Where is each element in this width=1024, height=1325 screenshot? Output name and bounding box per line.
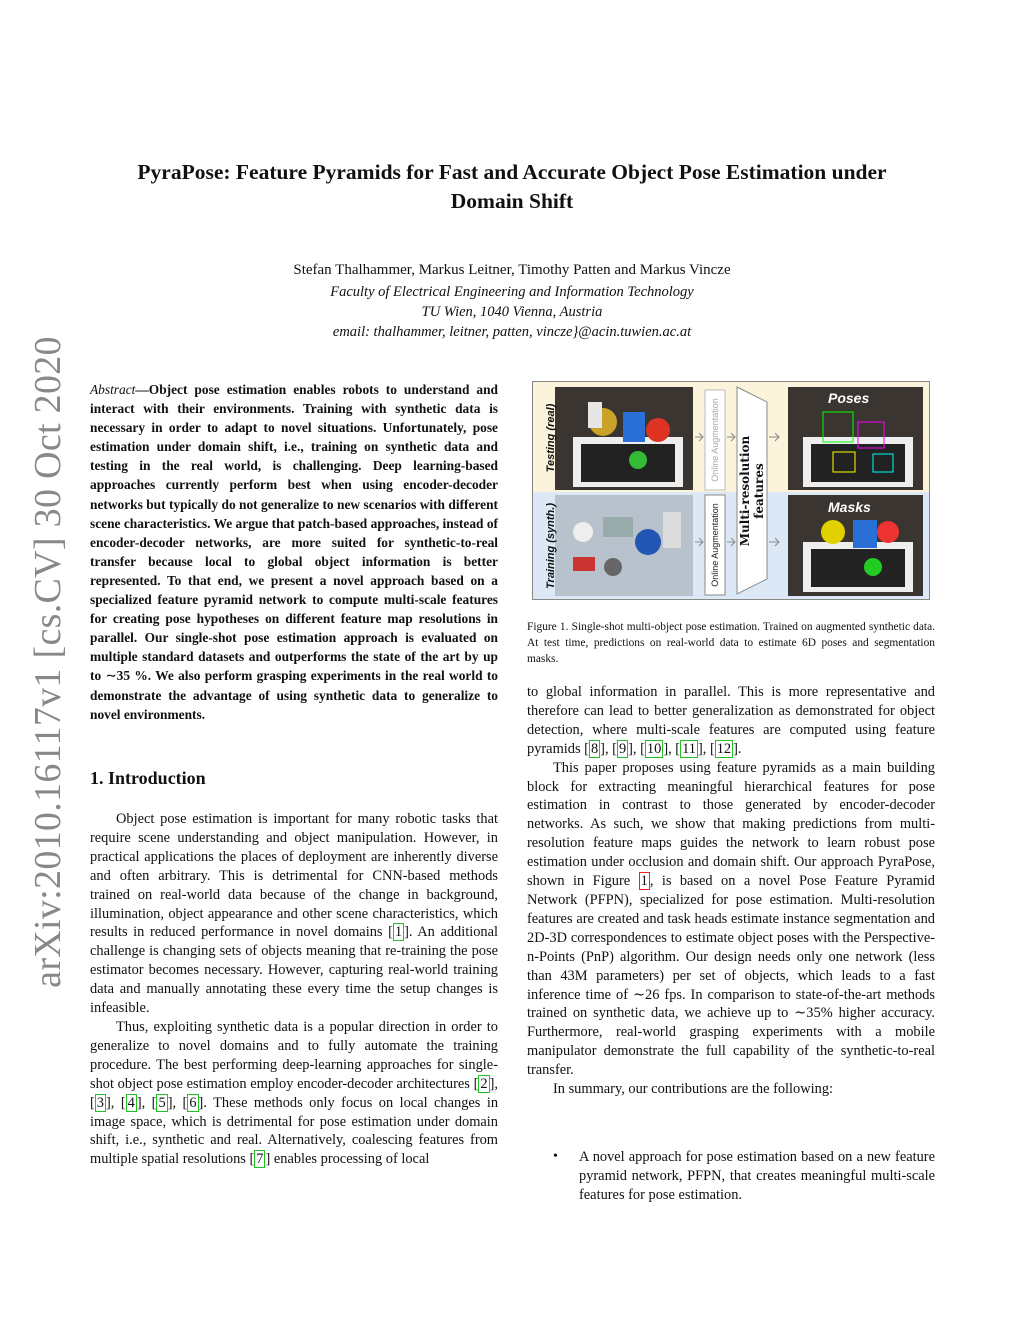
bullet-marker: • <box>553 1149 558 1164</box>
citation-link[interactable]: 5 <box>158 1094 166 1111</box>
abstract-label: Abstract <box>90 382 136 397</box>
citation-link[interactable]: 12 <box>716 740 732 757</box>
citation-link[interactable]: 6 <box>189 1094 197 1111</box>
figure-1 <box>532 381 930 600</box>
label-testing-real: Testing (real) <box>545 403 557 473</box>
affiliation-university: TU Wien, 1040 Vienna, Austria <box>421 304 603 320</box>
citation-link[interactable]: 11 <box>682 740 696 757</box>
label-training-synth: Training (synth.) <box>545 502 557 589</box>
figure-1-caption: Figure 1. Single-shot multi-object pose estimation. Trained on augmented synthetic data. At test time, predictions on real-world data to estimate 6D poses and segmentation masks. <box>527 621 935 665</box>
author-list: Stefan Thalhammer, Markus Leitner, Timothy Patten and Markus Vincze <box>293 262 731 278</box>
section-heading-introduction: 1. Introduction <box>90 768 206 788</box>
citation-link[interactable]: 3 <box>96 1094 104 1111</box>
online-augmentation-bottom: Online Augmentation <box>710 503 720 587</box>
figure-1-diagram <box>533 382 929 599</box>
paragraph: In summary, our contributions are the following: <box>553 1081 834 1098</box>
left-column-body <box>90 810 498 1169</box>
right-column-body <box>527 683 935 1099</box>
online-augmentation-top: Online Augmentation <box>710 398 720 482</box>
paper-title: PyraPose: Feature Pyramids for Fast and Accurate Object Pose Estimation under Domain Shift <box>137 160 887 213</box>
citation-link[interactable]: 9 <box>618 740 627 757</box>
poses-label: Poses <box>828 390 870 406</box>
arxiv-sidebar-stamp <box>18 336 78 988</box>
paragraph: This paper proposes using feature pyramids as a main building block for extracting meaningful hierarchical features for pose estimation in contrast to those generated by encoder-decoder networks. As such, we show that making predictions from multi-resolution feature maps guides the network to learn robust pose estimation under occlusion and domain shift. Our approach PyraPose, shown in Figure 1 , is based on a novel Pose Feature Pyramid Network (PFPN), specialized for pose estimation. Multi-resolution features are created and task heads estimate instance segmentation and 2D-3D correspondences to estimate object poses with the Perspective-n-Points (PnP) algorithm. Our design needs only one network (less than 43M parameters) per set of objects, which leads to a fast inference time of ∼26 fps. In comparison to state-of-the-art methods trained on synthetic data, we achieve up to ∼35% higher accuracy. Furthermore, real-world grasping experiments with a mobile manipulator demonstrate the full capability of the synthetic-to-real transfer. <box>527 759 935 1079</box>
paragraph: to global information in parallel. This is more representative and therefore can lead to better generalization as demonstrated for object detection, where multi-scale features are computed using feature pyramids [ 8 ], [ 9 ], [ 10 ], [ 11 ], [ 12 ]. <box>527 684 935 757</box>
real-scene-photo <box>555 387 693 490</box>
masks-label: Masks <box>828 499 871 515</box>
arxiv-id: arXiv:2010.16117v1 [cs.CV] 30 Oct 2020 <box>27 336 69 988</box>
figure-link[interactable]: 1 <box>640 873 648 890</box>
paragraph: Object pose estimation is important for many robotic tasks that require scene understanding and object manipulation. However, in practical applications the places of deployment are inherently diverse and often arbitrary. This is detrimental for CNN-based methods trained on real-world data because of the change in background, illumination, object appearance and other scene characteristics, which results in reduced performance in novel domains [ 1 ]. An additional challenge is changing sets of objects meaning that re-training the pose estimator becomes necessary. However, capturing real-world training data and manually annotating these every time the setup changes is infeasible. <box>90 811 498 1017</box>
abstract <box>90 380 498 724</box>
abstract-text: —Object pose estimation enables robots to understand and interact with their environments. Training with synthetic data is necessary in order to adapt to novel situations. Unfortunately, pose estimation under domain shift, i.e., training on synthetic data and testing in the real world, is challenging. Deep learning-based approaches currently perform best when using encoder-decoder networks but typically do not generalize to new scenarios with different scene characteristics. We argue that patch-based approaches, instead of encoder-decoder networks, are more suited for synthetic-to-real transfer because local to global object information is better represented. To that end, we present a novel approach based on a specialized feature pyramid network to compute multi-scale features for creating pose hypotheses on different feature map resolutions in parallel. Our single-shot pose estimation approach is evaluated on multiple standard datasets and outperforms the state of the art by up to ∼35 %. We also perform grasping experiments in the real world to demonstrate the advantage of using synthetic data to generalize to novel environments. <box>90 382 498 722</box>
synthetic-scene-render <box>555 495 693 596</box>
multi-resolution-features-label: Multi-resolution features <box>738 435 766 546</box>
citation-link[interactable]: 4 <box>127 1094 135 1111</box>
author-emails: email: thalhammer, leitner, patten, vincze}@acin.tuwien.ac.at <box>332 324 692 340</box>
citation-link[interactable]: 1 <box>394 924 403 941</box>
contribution-bullet-1: A novel approach for pose estimation based on a new feature pyramid network, PFPN, that creates meaningful multi-scale features for pose estimation. <box>579 1149 935 1203</box>
citation-link[interactable]: 8 <box>590 740 599 757</box>
citation-link[interactable]: 7 <box>256 1151 264 1168</box>
citation-link[interactable]: 10 <box>646 740 662 757</box>
citation-link[interactable]: 2 <box>480 1075 488 1092</box>
paragraph: Thus, exploiting synthetic data is a popular direction in order to generalize to novel domains and to fully automate the training procedure. The best performing deep-learning approaches for single-shot object pose estimation employ encoder-decoder architectures [ 2 ], [ 3 ], [ 4 ], [ 5 ], [ 6 ]. These methods only focus on local changes in image space, which is detrimental for pose estimation under domain shift, i.e., synthetic and real. Alternatively, coalescing features from multiple spatial resolutions [ 7 ] enables processing of local <box>90 1018 499 1168</box>
affiliation-faculty: Faculty of Electrical Engineering and Information Technology <box>330 284 694 300</box>
